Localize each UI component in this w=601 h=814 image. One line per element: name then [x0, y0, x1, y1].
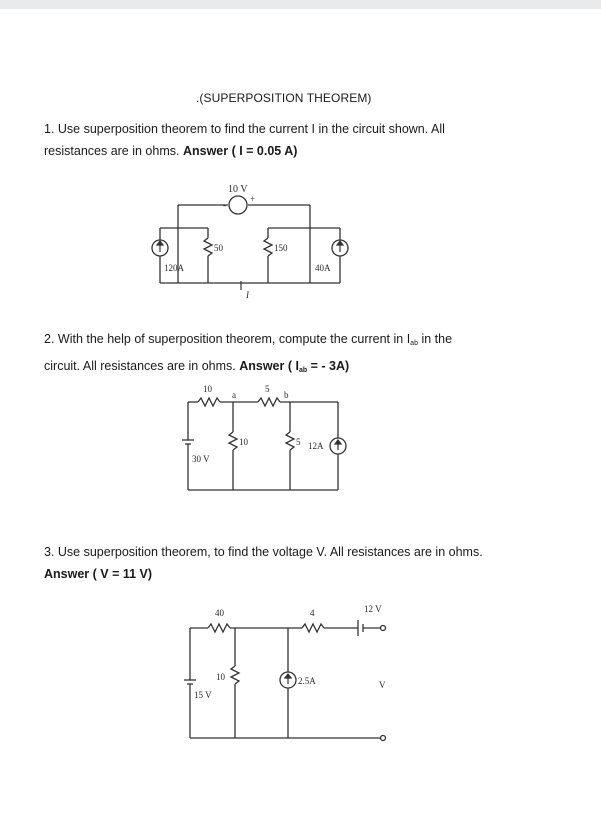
question-3-answer: Answer ( V = 11 V) — [44, 567, 153, 581]
q1-current-source-left-label: 120A — [164, 263, 184, 273]
question-2 — [44, 328, 564, 382]
question-3-answer-line — [44, 563, 564, 585]
svg-text:-: - — [223, 200, 226, 210]
q3-output-voltage-label: V — [379, 680, 386, 690]
circuit-diagram-1 — [150, 178, 360, 303]
question-1 — [44, 118, 564, 162]
q1-resistor-150-label: 150 — [274, 243, 288, 253]
q1-current-label: I — [246, 290, 249, 300]
q3-voltage-source-top-label: 12 V — [364, 604, 382, 614]
top-toolbar-strip — [0, 0, 601, 9]
q3-voltage-source-left-label: 15 V — [194, 690, 212, 700]
question-1-line-2 — [44, 140, 564, 162]
q2-resistor-mid-label: 10 — [239, 437, 248, 447]
q1-resistor-50-label: 50 — [214, 243, 223, 253]
svg-text:+: + — [250, 194, 256, 204]
q2-current-source-label: 12A — [308, 441, 324, 451]
question-3-line-1: 3. Use superposition theorem, to find the voltage V. All resistances are in ohms. — [44, 545, 483, 559]
page-title: .(SUPERPOSITION THEOREM) — [196, 91, 372, 105]
question-2-line-2 — [44, 355, 564, 382]
q3-current-source-label: 2.5A — [298, 676, 316, 686]
q2-voltage-source-label: 30 V — [192, 454, 210, 464]
q2-node-b-label: b — [284, 390, 289, 400]
circuit-diagram-2 — [178, 380, 368, 500]
question-2-answer: Answer ( $I_{ab}$ = - 3A) — [239, 359, 350, 374]
q3-resistor-4-label: 4 — [310, 608, 315, 618]
question-1-answer: Answer ( I = 0.05 A) — [182, 144, 298, 158]
q3-resistor-mid-label: 10 — [216, 672, 225, 682]
q3-resistor-40-label: 40 — [215, 608, 224, 618]
q2-resistor-top2-label: 5 — [265, 384, 270, 394]
question-1-line-1: 1. Use superposition theorem to find the current I in the circuit shown. All — [44, 122, 445, 136]
question-2-text: circuit. All resistances are in ohms. — [44, 359, 240, 373]
q2-resistor-top1-label: 10 — [203, 384, 212, 394]
question-2-line-1: 2. With the help of superposition theorem, compute the current in $I_{ab}$ in the — [44, 332, 453, 347]
q2-resistor-right-label: 5 — [296, 437, 301, 447]
q2-node-a-label: a — [232, 390, 236, 400]
circuit-diagram-3 — [180, 598, 420, 748]
question-3 — [44, 541, 564, 585]
q1-current-source-right-label: 40A — [315, 263, 331, 273]
question-1-text: resistances are in ohms. — [44, 144, 183, 158]
q1-source-voltage-label: 10 V — [228, 184, 248, 195]
